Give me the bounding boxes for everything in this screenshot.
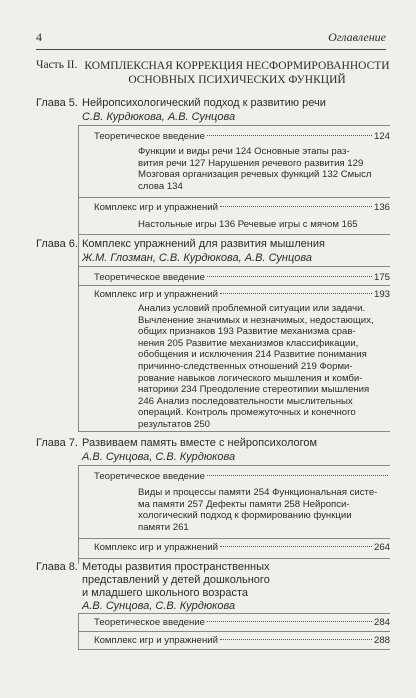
chapter-8 [36,561,390,671]
toc-entry [94,202,390,214]
chapter-6 [36,238,390,438]
chapter-authors: А.В. Сунцова, С.В. Курдюкова [82,600,236,612]
running-title: Оглавление [328,30,386,44]
entry-rule [78,266,390,267]
entry-page: 288 [373,635,390,646]
toc-entry [94,289,390,301]
toc-entry [94,635,390,647]
page-header [36,30,386,46]
entry-page: 136 [373,202,390,213]
chapter-authors: Ж.М. Глозман, С.В. Курдюкова, А.В. Сунцова [82,252,312,264]
toc-entry [94,617,390,629]
header-rule [36,49,386,50]
entry-page: 175 [373,272,390,283]
entry-rule [78,558,390,559]
entry-rule [78,285,390,286]
chapter-label: Глава 5. [36,97,78,109]
dot-leader [220,546,372,547]
chapter-title-line: Методы развития пространственных [82,561,270,573]
toc-entry [94,131,390,143]
entry-page: 124 [373,131,390,142]
dot-leader [207,276,372,277]
chapter-label: Глава 8. [36,561,78,573]
entry-page: 264 [373,542,390,553]
dot-leader [220,293,372,294]
entry-text: Комплекс игр и упражнений [94,635,219,646]
chapter-7 [36,437,390,557]
entry-rule [78,431,390,432]
entry-rule [78,465,390,466]
page-number: 4 [36,30,42,44]
part-title: КОМПЛЕКСНАЯ КОРРЕКЦИЯ НЕСФОРМИРОВАННОСТИ ОСНОВНЫХ ПСИХИЧЕСКИХ ФУНКЦИЙ [84,60,390,86]
chapter-title: Развиваем память вместе с нейропсихологом [82,437,318,449]
chapter-label: Глава 7. [36,437,78,449]
entry-text: Комплекс игр и упражнений [94,542,219,553]
entry-text: Комплекс игр и упражнений [94,202,219,213]
dot-leader [220,639,372,640]
dot-leader [207,475,388,476]
chapter-title-line: и младшего школьного возраста [82,587,249,599]
entry-page: 284 [373,617,390,628]
toc-entry [94,471,390,483]
entry-text: Теоретическое введение [94,272,206,283]
toc-entry [94,272,390,284]
entry-subtopics: Функции и виды речи 124 Основные этапы раз- вития речи 127 Нарушения речевого развития 129 Мозговая организация речевых функций 132 Смысл слова 134 [138,146,372,192]
entry-rule [78,649,390,650]
entry-text: Теоретическое введение [94,617,206,628]
entry-text: Теоретическое введение [94,471,206,482]
chapter-bracket-vertical [78,465,79,564]
entry-subtopics: Виды и процессы памяти 254 Функциональная систе- ма памяти 257 Дефекты памяти 258 Нейропси- хологический подход к формированию функции памяти 261 [138,487,378,533]
chapter-title-line: представлений у детей дошкольного [82,574,270,586]
chapter-title: Нейропсихологический подход к развитию речи [82,97,326,109]
chapter-authors: А.В. Сунцова, С.В. Курдюкова [82,451,236,463]
chapter-authors: С.В. Курдюкова, А.В. Сунцова [82,111,236,123]
entry-rule [78,234,390,235]
chapter-bracket-vertical [78,266,79,431]
entry-subtopics: Настольные игры 136 Речевые игры с мячом 165 [138,219,358,230]
entry-page: 193 [373,289,390,300]
dot-leader [207,621,372,622]
entry-rule [78,538,390,539]
entry-text: Комплекс игр и упражнений [94,289,219,300]
entry-rule [78,613,390,614]
chapter-label: Глава 6. [36,238,78,250]
entry-rule [78,631,390,632]
toc-entry [94,542,390,554]
entry-rule [78,125,390,126]
entry-rule [78,197,390,198]
chapter-title: Комплекс упражнений для развития мышления [82,238,325,250]
dot-leader [220,206,372,207]
entry-subtopics: Анализ условий проблемной ситуации или задачи. Вычленение значимых и незначимых, недостающих, общих признаков 193 Развитие механизма срав- нения 205 Развитие механизмов классификации, обобщения и исключения 214 Развитие понимания причинно-следственных отношений 219 Форми- рование навыков логического мышления и комби- наторики 234 Преодоление стереотипии мышления 246 Анализ последовательности мыслительных операций. Контроль промежуточных и конечного результатов 250 [138,303,374,430]
part-label: Часть II. [36,59,78,71]
entry-text: Теоретическое введение [94,131,206,142]
dot-leader [207,135,372,136]
